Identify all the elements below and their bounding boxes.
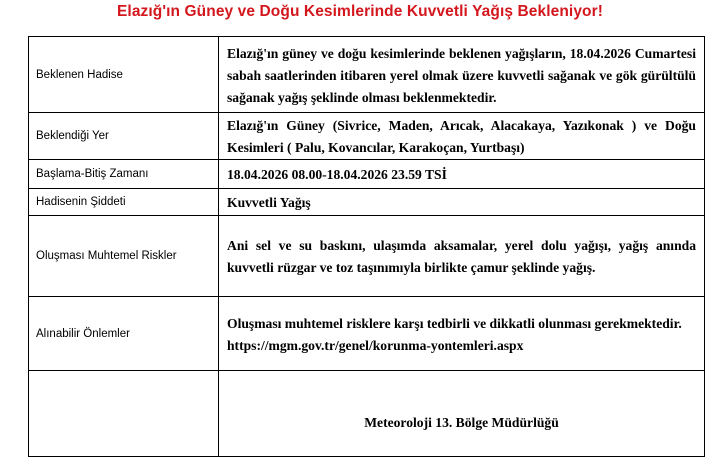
- row-value-precautions: Oluşması muhtemel risklere karşı tedbirli ve dikkatli olunması gerekmektedir. https://mgm.gov.tr/genel/korunma-yontemleri.aspx: [219, 297, 705, 371]
- row-value-risks: Ani sel ve su baskını, ulaşımda aksamalar, yerel dolu yağışı, yağış anında kuvvetli rüzgar ve toz taşınımıyla birlikte çamur şeklinde yağış.: [219, 216, 705, 297]
- footer-signature: Meteoroloji 13. Bölge Müdürlüğü: [364, 415, 559, 430]
- warning-table: [28, 36, 705, 457]
- row-label-precautions: Alınabilir Önlemler: [29, 297, 219, 371]
- table-row: [29, 371, 705, 457]
- row-label-severity: Hadisenin Şiddeti: [29, 189, 219, 216]
- footer-empty-cell: [29, 371, 219, 457]
- table-row: [29, 113, 705, 160]
- table-row: [29, 160, 705, 189]
- row-label-time-range: Başlama-Bitiş Zamanı: [29, 160, 219, 189]
- footer-signature-cell: [219, 371, 705, 457]
- table-row: [29, 37, 705, 113]
- row-label-location: Beklendiği Yer: [29, 113, 219, 160]
- table-row: [29, 189, 705, 216]
- row-value-time-range: 18.04.2026 08.00-18.04.2026 23.59 TSİ: [219, 160, 705, 189]
- table-row: [29, 297, 705, 371]
- page-title: Elazığ'ın Güney ve Doğu Kesimlerinde Kuvvetli Yağış Bekleniyor!: [116, 3, 604, 20]
- row-label-risks: Oluşması Muhtemel Riskler: [29, 216, 219, 297]
- row-value-expected-event: Elazığ'ın güney ve doğu kesimlerinde beklenen yağışların, 18.04.2026 Cumartesi sabah saatlerinden itibaren yerel olmak üzere kuvvetli sağanak ve gök gürültülü sağanak yağış şeklinde olması beklenmektedir.: [219, 37, 705, 113]
- row-value-severity: Kuvvetli Yağış: [219, 189, 705, 216]
- table-row: [29, 216, 705, 297]
- row-value-location: Elazığ'ın Güney (Sivrice, Maden, Arıcak, Alacakaya, Yazıkonak ) ve Doğu Kesimleri ( Palu, Kovancılar, Karakoçan, Yurtbaşı): [219, 113, 705, 160]
- row-label-expected-event: Beklenen Hadise: [29, 37, 219, 113]
